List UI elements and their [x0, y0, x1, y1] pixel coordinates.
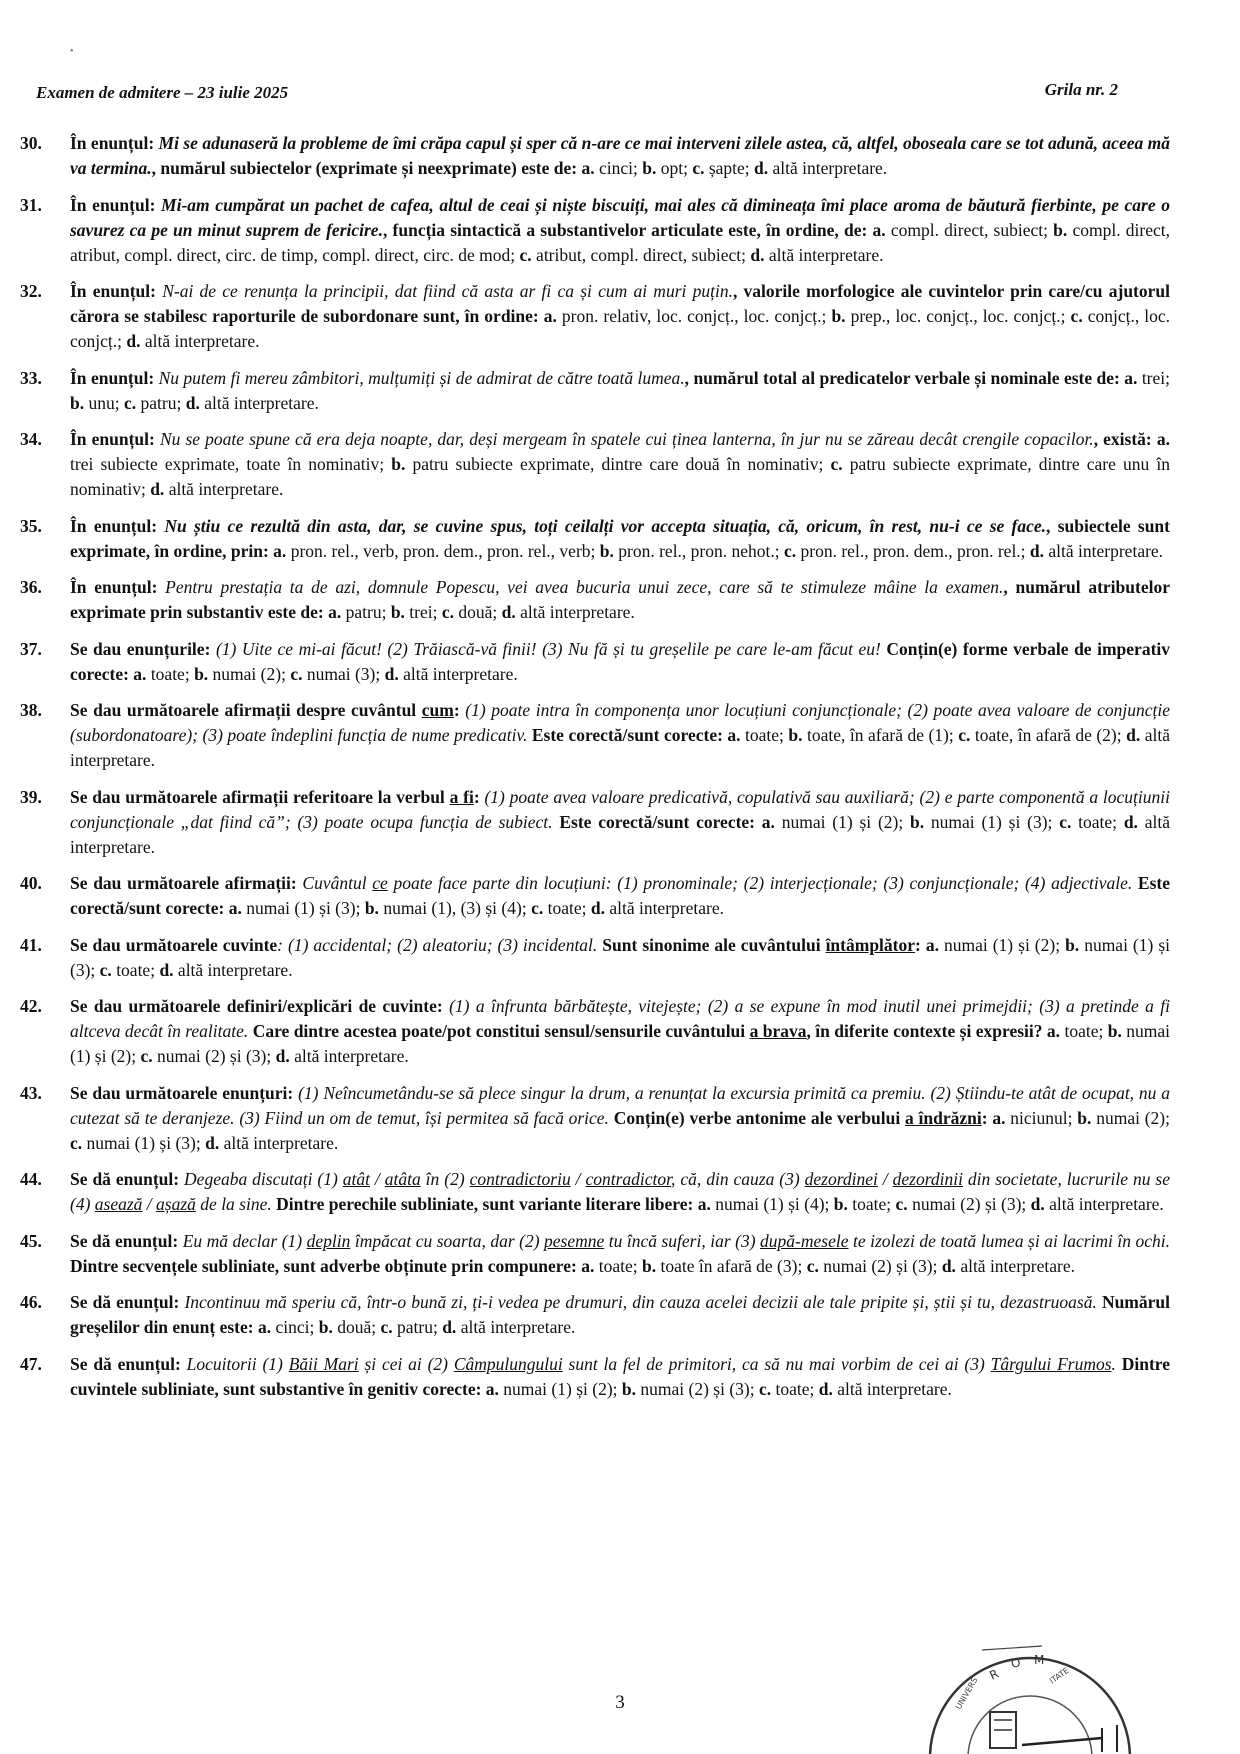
- text-run: c.: [290, 663, 307, 684]
- text-run: c.: [140, 1046, 158, 1066]
- text-run: , există: a.: [1093, 429, 1170, 449]
- text-run: patru subiecte exprimate, dintre care unu în nominativ;: [70, 454, 1171, 499]
- text-run: Cuvântul: [302, 873, 373, 893]
- text-run: Nu se poate spune că era deja noapte, dar, deși mergeam în spatele cui ținea lanterna, în jur nu se zăreau decât crengile copacilor.: [159, 429, 1094, 449]
- question-text: [70, 366, 1170, 416]
- text-run: b.: [599, 540, 619, 561]
- text-run: Se dau următoarele cuvinte: [70, 934, 278, 955]
- text-run: altă interpretare.: [168, 479, 284, 499]
- text-run: În enunțul:: [70, 577, 166, 597]
- question-text: [70, 131, 1170, 181]
- text-run: c.: [519, 244, 537, 265]
- question-number: 44.: [20, 1169, 42, 1189]
- question-text: [70, 1352, 1170, 1402]
- text-run: cinci;: [598, 158, 643, 178]
- text-run: b.: [318, 1317, 338, 1337]
- text-run: Se dă enunțul:: [70, 1169, 185, 1189]
- text-run: , subiectele sunt exprimate, în ordine, prin: a.: [70, 515, 1170, 561]
- underlined-term: atât: [342, 1169, 370, 1189]
- underlined-term: contradictoriu: [469, 1169, 571, 1189]
- text-run: d.: [818, 1378, 838, 1399]
- text-run: b.: [390, 602, 410, 622]
- text-run: Locuitorii (1): [186, 1353, 289, 1374]
- text-run: c.: [692, 158, 709, 178]
- question-item: [20, 785, 1170, 860]
- text-run: altă interpretare.: [223, 1132, 339, 1153]
- text-run: Se dau următoarele enunțuri:: [70, 1082, 299, 1103]
- text-run: În enunțul:: [70, 194, 162, 215]
- underlined-term: a brava: [749, 1021, 807, 1041]
- text-run: Nu știu ce rezultă din asta, dar, se cuvine spus, toți ceilalți vor accepta situația, că, oricum, în rest, nu-i ce se face.: [164, 515, 1047, 536]
- question-text: [70, 193, 1170, 268]
- text-run: numai (2);: [212, 663, 291, 684]
- text-run: toate;: [775, 1378, 819, 1399]
- underlined-term: deplin: [306, 1230, 351, 1251]
- text-run: Incontinuu mă speriu că, într-o bună zi, ți-i vedea pe drumuri, din cauza acelei decizii ale tale pripite și, știi și tu, dezastruoasă.: [184, 1292, 1097, 1312]
- text-run: altă interpretare.: [609, 898, 724, 918]
- text-run: patru;: [397, 1317, 443, 1337]
- text-run: c.: [531, 898, 548, 918]
- text-run: (1) a înfrunta bărbătește, vitejește; (2) a se expune în mod inutil unei primejdii; (3) a pretinde a fi altceva decât în realitate.: [70, 996, 1170, 1041]
- text-run: d.: [205, 1132, 224, 1153]
- question-number: 34.: [20, 429, 42, 449]
- question-number: 32.: [20, 281, 42, 301]
- text-run: toate în afară de (3);: [660, 1255, 807, 1276]
- text-run: Este corectă/sunt corecte: a.: [527, 725, 746, 745]
- question-number: 30.: [20, 133, 42, 153]
- text-run: de la sine.: [195, 1194, 272, 1214]
- text-run: d.: [1029, 540, 1049, 561]
- text-run: numai (2) și (3);: [912, 1194, 1031, 1214]
- text-run: b.: [1107, 1021, 1127, 1041]
- text-run: b.: [364, 898, 384, 918]
- text-run: numai (2) și (3);: [157, 1046, 276, 1066]
- text-run: , numărul atributelor exprimate prin substantiv este de: a.: [70, 577, 1170, 622]
- text-run: b.: [391, 454, 413, 474]
- text-run: Dintre secvențele subliniate, sunt adverbe obținute prin compunere: a.: [70, 1255, 599, 1276]
- text-run: toate;: [1064, 1021, 1108, 1041]
- text-run: b.: [1077, 1107, 1097, 1128]
- text-run: /: [142, 1194, 157, 1214]
- text-run: În enunțul:: [70, 367, 159, 388]
- text-run: Conțin(e) forme verbale de imperativ corecte: a.: [70, 638, 1171, 684]
- question-text: [70, 698, 1170, 773]
- text-run: Este corectă/sunt corecte: a.: [552, 811, 782, 832]
- question-text: [70, 933, 1170, 983]
- text-run: altă interpretare.: [772, 158, 888, 178]
- underlined-term: pesemne: [544, 1230, 605, 1251]
- underlined-term: așază: [156, 1194, 196, 1214]
- text-run: Dintre cuvintele subliniate, sunt substantive în genitiv corecte: a.: [70, 1353, 1170, 1399]
- scan-speck: •: [70, 46, 74, 57]
- underlined-term: contradictor: [585, 1169, 672, 1189]
- text-run: d.: [1030, 1194, 1050, 1214]
- text-run: c.: [99, 959, 117, 980]
- text-run: patru subiecte exprimate, dintre care două în nominativ;: [412, 454, 831, 474]
- text-run: Se dă enunțul:: [70, 1292, 185, 1312]
- text-run: , valorile morfologice ale cuvintelor prin care/cu ajutorul cărora se stabilesc raporturile de subordonare sunt, în ordine: a.: [70, 281, 1170, 326]
- question-item: [20, 131, 1170, 181]
- text-run: b.: [910, 811, 931, 832]
- text-run: d.: [126, 331, 145, 351]
- text-run: în (2): [420, 1169, 470, 1189]
- question-text: [70, 1081, 1170, 1156]
- text-run: Se dau următoarele afirmații referitoare la verbul: [70, 786, 450, 807]
- question-item: [20, 698, 1170, 773]
- text-run: b.: [1053, 219, 1073, 240]
- text-run: și cei ai (2): [358, 1353, 454, 1374]
- text-run: numai (2) și (3);: [823, 1255, 942, 1276]
- text-run: , în diferite contexte și expresii? a.: [806, 1021, 1065, 1041]
- question-number: 47.: [20, 1353, 42, 1374]
- text-run: numai (1) și (3);: [70, 934, 1171, 980]
- question-item: [20, 637, 1170, 687]
- underlined-term: atâta: [384, 1169, 421, 1189]
- text-run: (1) Uite ce mi-ai făcut! (2) Trăiască-vă finii! (3) Nu fă și tu greșelile pe care le-am făcut eu!: [215, 638, 881, 659]
- text-run: compl. direct, atribut, compl. direct, circ. de timp, compl. direct, circ. de mod;: [70, 219, 1171, 265]
- text-run: toate;: [150, 663, 195, 684]
- text-run: numai (3);: [306, 663, 385, 684]
- text-run: altă interpretare.: [403, 663, 518, 684]
- text-run: numai (2) și (3);: [640, 1378, 759, 1399]
- text-run: d.: [275, 1046, 295, 1066]
- text-run: niciunul;: [1010, 1107, 1078, 1128]
- text-run: Se dau următoarele afirmații despre cuvântul: [70, 700, 422, 720]
- text-run: împăcat cu soarta, dar (2): [350, 1230, 545, 1251]
- text-run: cinci;: [275, 1317, 319, 1337]
- text-run: altă interpretare.: [768, 244, 884, 265]
- text-run: numai (1), (3) și (4);: [383, 898, 532, 918]
- question-list: [20, 131, 1170, 1413]
- question-number: 42.: [20, 996, 42, 1016]
- text-run: Se dau enunțurile:: [70, 638, 216, 659]
- text-run: b.: [833, 1194, 853, 1214]
- text-run: toate;: [598, 1255, 642, 1276]
- question-text: [70, 785, 1170, 860]
- text-run: d.: [590, 898, 610, 918]
- text-run: două;: [337, 1317, 381, 1337]
- text-run: c.: [784, 540, 801, 561]
- text-run: b.: [641, 1255, 661, 1276]
- text-run: Mi se adunaseră la probleme de îmi crăpa capul și sper că n-are ce mai interveni zilele astea, că, altfel, oboseala care se tot adună, aceea mă va termina.: [70, 133, 1170, 178]
- text-run: Se dau următoarele definiri/explicări de cuvinte:: [70, 996, 450, 1016]
- underlined-term: întâmplător: [825, 934, 916, 955]
- question-item: [20, 193, 1170, 268]
- text-run: numai (1) și (3);: [930, 811, 1060, 832]
- text-run: altă interpretare.: [1048, 540, 1164, 561]
- text-run: Sunt sinonime ale cuvântului: [597, 934, 826, 955]
- question-item: [20, 933, 1170, 983]
- page-number: 3: [615, 1692, 625, 1713]
- text-run: altă interpretare.: [177, 959, 293, 980]
- text-run: poate face parte din locuțiuni: (1) pronominale; (2) interjecționale; (3) conjuncționale; (4) adjectivale.: [387, 873, 1133, 893]
- text-run: numai (1) și (2);: [781, 811, 911, 832]
- text-run: numai (1) și (4);: [715, 1194, 834, 1214]
- question-item: [20, 1167, 1170, 1217]
- question-item: [20, 575, 1170, 625]
- text-run: : a.: [915, 934, 944, 955]
- text-run: atribut, compl. direct, subiect;: [536, 244, 751, 265]
- text-run: d.: [185, 392, 205, 413]
- question-number: 40.: [20, 873, 42, 893]
- underlined-term: dezordinei: [804, 1169, 878, 1189]
- text-run: d.: [501, 602, 521, 622]
- text-run: toate;: [547, 898, 591, 918]
- underlined-term: Băii Mari: [288, 1353, 359, 1374]
- underlined-term: cum: [421, 700, 454, 720]
- text-run: altă interpretare.: [70, 725, 1170, 770]
- text-run: trei;: [409, 602, 442, 622]
- text-run: altă interpretare.: [70, 811, 1170, 857]
- text-run: În enunțul:: [70, 133, 159, 153]
- text-run: d.: [1126, 725, 1145, 745]
- question-number: 45.: [20, 1230, 42, 1251]
- text-run: șapte;: [708, 158, 755, 178]
- text-run: (1) poate intra în componența unor locuțiuni conjuncționale; (2) poate avea valoare de conjuncție (subordonatoare); (3) poate îndeplini funcția de nume predicativ.: [70, 700, 1170, 745]
- text-run: d.: [1123, 811, 1145, 832]
- question-item: [20, 871, 1170, 921]
- question-text: [70, 1167, 1170, 1217]
- text-run: /: [369, 1169, 385, 1189]
- text-run: , numărul subiectelor (exprimate și neexprimate) este de: a.: [151, 158, 599, 178]
- text-run: toate;: [852, 1194, 896, 1214]
- question-number: 31.: [20, 194, 42, 215]
- underlined-term: asează: [94, 1194, 143, 1214]
- text-run: pron. rel., pron. dem., pron. rel.;: [800, 540, 1030, 561]
- question-number: 36.: [20, 577, 42, 597]
- text-run: pron. relativ, loc. conjcț., loc. conjcț.;: [561, 306, 832, 326]
- text-run: altă interpretare.: [960, 1255, 1075, 1276]
- question-text: [70, 514, 1170, 564]
- text-run: În enunțul:: [70, 281, 163, 301]
- text-run: b.: [1065, 934, 1085, 955]
- text-run: N-ai de ce renunța la principii, dat fiind că asta ar fi ca și cum ai muri puțin.: [162, 281, 733, 301]
- text-run: , că, din cauza (3): [671, 1169, 805, 1189]
- text-run: , numărul total al predicatelor verbale și nominale este de: a.: [684, 367, 1142, 388]
- text-run: d.: [941, 1255, 961, 1276]
- text-run: toate;: [116, 959, 160, 980]
- svg-text:O: O: [1009, 1655, 1022, 1671]
- text-run: b.: [70, 392, 89, 413]
- question-item: [20, 1229, 1170, 1279]
- text-run: altă interpretare.: [460, 1317, 576, 1337]
- text-run: numai (1) și (2);: [943, 934, 1066, 955]
- underlined-term: după-mesele: [760, 1230, 849, 1251]
- text-run: Este corectă/sunt corecte: a.: [70, 873, 1170, 918]
- text-run: Se dă enunțul:: [70, 1230, 183, 1251]
- question-number: 41.: [20, 934, 42, 955]
- text-run: .: [1111, 1353, 1116, 1374]
- question-number: 37.: [20, 638, 42, 659]
- question-item: [20, 994, 1170, 1069]
- text-run: te izolezi de toată lumea și ai lacrimi în ochi.: [848, 1230, 1170, 1251]
- text-run: b.: [194, 663, 213, 684]
- text-run: b.: [621, 1378, 641, 1399]
- text-run: , funcția sintactică a substantivelor articulate este, în ordine, de: a.: [382, 219, 891, 240]
- text-run: c.: [380, 1317, 397, 1337]
- question-text: [70, 279, 1170, 354]
- university-seal-icon: [912, 1640, 1142, 1754]
- text-run: c.: [123, 392, 141, 413]
- text-run: pron. rel., pron. nehot.;: [618, 540, 784, 561]
- text-run: unu;: [88, 392, 124, 413]
- question-text: [70, 637, 1170, 687]
- text-run: c.: [441, 602, 459, 622]
- text-run: numai (1) și (2);: [503, 1378, 622, 1399]
- text-run: numai (1) și (3);: [246, 898, 365, 918]
- text-run: Se dau următoarele afirmații:: [70, 873, 303, 893]
- question-item: [20, 1352, 1170, 1402]
- question-number: 46.: [20, 1292, 42, 1312]
- text-run: c.: [1059, 811, 1079, 832]
- text-run: Nu putem fi mereu zâmbitori, mulțumiți și de admirat de către toată lumea.: [158, 367, 685, 388]
- text-run: Conțin(e) verbe antonime ale verbului: [608, 1107, 905, 1128]
- question-item: [20, 427, 1170, 502]
- question-text: [70, 994, 1170, 1069]
- text-run: /: [570, 1169, 586, 1189]
- svg-text:ITATE: ITATE: [1047, 1665, 1071, 1686]
- text-run: Pentru prestația ta de azi, domnule Popescu, vei avea bucuria unui zece, care să te stimuleze mâine la examen.: [165, 577, 1004, 597]
- underlined-term: a îndrăzni: [905, 1107, 982, 1128]
- text-run: d.: [750, 244, 769, 265]
- text-run: b.: [831, 306, 851, 326]
- text-run: tu încă suferi, iar (3): [604, 1230, 761, 1251]
- text-run: c.: [1070, 306, 1088, 326]
- svg-text:R: R: [987, 1666, 1001, 1683]
- text-run: c.: [895, 1194, 913, 1214]
- text-run: sunt la fel de primitori, ca să nu mai vorbim de cei ai (3): [562, 1353, 991, 1374]
- question-item: [20, 514, 1170, 564]
- text-run: toate;: [745, 725, 789, 745]
- text-run: : (1) accidental; (2) aleatoriu; (3) incidental.: [277, 934, 598, 955]
- text-run: Mi-am cumpărat un pachet de cafea, altul de ceai și niște biscuiți, mai ales că dimineața îmi place aroma de băutură fierbinte, pe care o savurez ca pe un minut suprem de fericire.: [70, 194, 1170, 240]
- text-run: Dintre perechile subliniate, sunt variante literare libere: a.: [271, 1194, 716, 1214]
- question-item: [20, 1290, 1170, 1340]
- svg-text:UNIVERS: UNIVERS: [953, 1675, 980, 1711]
- text-run: c.: [830, 454, 850, 474]
- text-run: pron. rel., verb, pron. dem., pron. rel., verb;: [290, 540, 600, 561]
- underlined-term: a fi: [449, 786, 474, 807]
- text-run: numai (1) și (2);: [70, 1021, 1170, 1066]
- text-run: compl. direct, subiect;: [890, 219, 1054, 240]
- text-run: d.: [754, 158, 773, 178]
- underlined-term: dezordinii: [892, 1169, 963, 1189]
- text-run: d.: [384, 663, 404, 684]
- text-run: : a.: [981, 1107, 1011, 1128]
- text-run: :: [453, 700, 466, 720]
- text-run: b.: [642, 158, 661, 178]
- text-run: b.: [788, 725, 808, 745]
- underlined-term: Târgului Frumos: [990, 1353, 1112, 1374]
- text-run: altă interpretare.: [837, 1378, 952, 1399]
- text-run: toate, în afară de (1);: [807, 725, 959, 745]
- text-run: c.: [958, 725, 975, 745]
- question-text: [70, 427, 1170, 502]
- question-item: [20, 279, 1170, 354]
- text-run: :: [473, 786, 485, 807]
- question-number: 35.: [20, 515, 42, 536]
- question-number: 33.: [20, 367, 42, 388]
- text-run: altă interpretare.: [294, 1046, 409, 1066]
- question-text: [70, 871, 1170, 921]
- question-number: 43.: [20, 1082, 42, 1103]
- text-run: /: [877, 1169, 893, 1189]
- question-number: 39.: [20, 786, 42, 807]
- text-run: din societate, lucrurile nu se (4): [70, 1169, 1170, 1214]
- text-run: patru;: [140, 392, 186, 413]
- text-run: altă interpretare.: [520, 602, 635, 622]
- text-run: d.: [442, 1317, 461, 1337]
- text-run: Eu mă declar (1): [182, 1230, 307, 1251]
- question-number: 38.: [20, 700, 42, 720]
- text-run: toate;: [1078, 811, 1124, 832]
- text-run: În enunțul:: [70, 515, 165, 536]
- text-run: d.: [159, 959, 178, 980]
- text-run: În enunțul:: [70, 429, 160, 449]
- text-run: altă interpretare.: [1049, 1194, 1164, 1214]
- question-text: [70, 1229, 1170, 1279]
- text-run: c.: [70, 1132, 87, 1153]
- text-run: conjcț., loc. conjcț.;: [70, 306, 1171, 351]
- text-run: altă interpretare.: [144, 331, 260, 351]
- text-run: opt;: [660, 158, 693, 178]
- text-run: trei subiecte exprimate, toate în nominativ;: [70, 454, 392, 474]
- question-text: [70, 1290, 1170, 1340]
- text-run: Se dă enunțul:: [70, 1353, 187, 1374]
- text-run: patru;: [345, 602, 391, 622]
- exam-title: Examen de admitere – 23 iulie 2025: [36, 83, 289, 102]
- underlined-term: ce: [372, 873, 388, 893]
- question-text: [70, 575, 1170, 625]
- text-run: (1) Neîncumetându-se să plece singur la drum, a renunțat la excursia primită ca premiu. (2) Știindu-te atât de ocupat, nu a cutezat să te deranjeze. (3) Fiind un om de temut, își permitea să facă orice.: [70, 1082, 1171, 1128]
- question-item: [20, 1081, 1170, 1156]
- text-run: Degeaba discutați (1): [184, 1169, 343, 1189]
- text-run: prep., loc. conjcț., loc. conjcț.;: [850, 306, 1071, 326]
- text-run: c.: [758, 1378, 776, 1399]
- question-item: [20, 366, 1170, 416]
- text-run: (1) poate avea valoare predicativă, copulativă sau auxiliară; (2) e parte componentă a locuțiunii conjuncționale „dat fiind că”; (3) poate ocupa funcția de subiect.: [70, 786, 1170, 832]
- text-run: c.: [806, 1255, 824, 1276]
- text-run: numai (1) și (3);: [86, 1132, 206, 1153]
- text-run: altă interpretare.: [204, 392, 319, 413]
- text-run: toate, în afară de (2);: [974, 725, 1127, 745]
- text-run: trei;: [1141, 367, 1170, 388]
- text-run: două;: [458, 602, 502, 622]
- text-run: Care dintre acestea poate/pot constitui sensul/sensurile cuvântului: [248, 1021, 750, 1041]
- text-run: numai (2);: [1096, 1107, 1170, 1128]
- text-run: d.: [150, 479, 169, 499]
- svg-text:M: M: [1034, 1653, 1045, 1667]
- grid-number: Grila nr. 2: [1044, 80, 1118, 99]
- underlined-term: Câmpulungului: [453, 1353, 563, 1374]
- text-run: Numărul greșelilor din enunț este: a.: [70, 1292, 1170, 1337]
